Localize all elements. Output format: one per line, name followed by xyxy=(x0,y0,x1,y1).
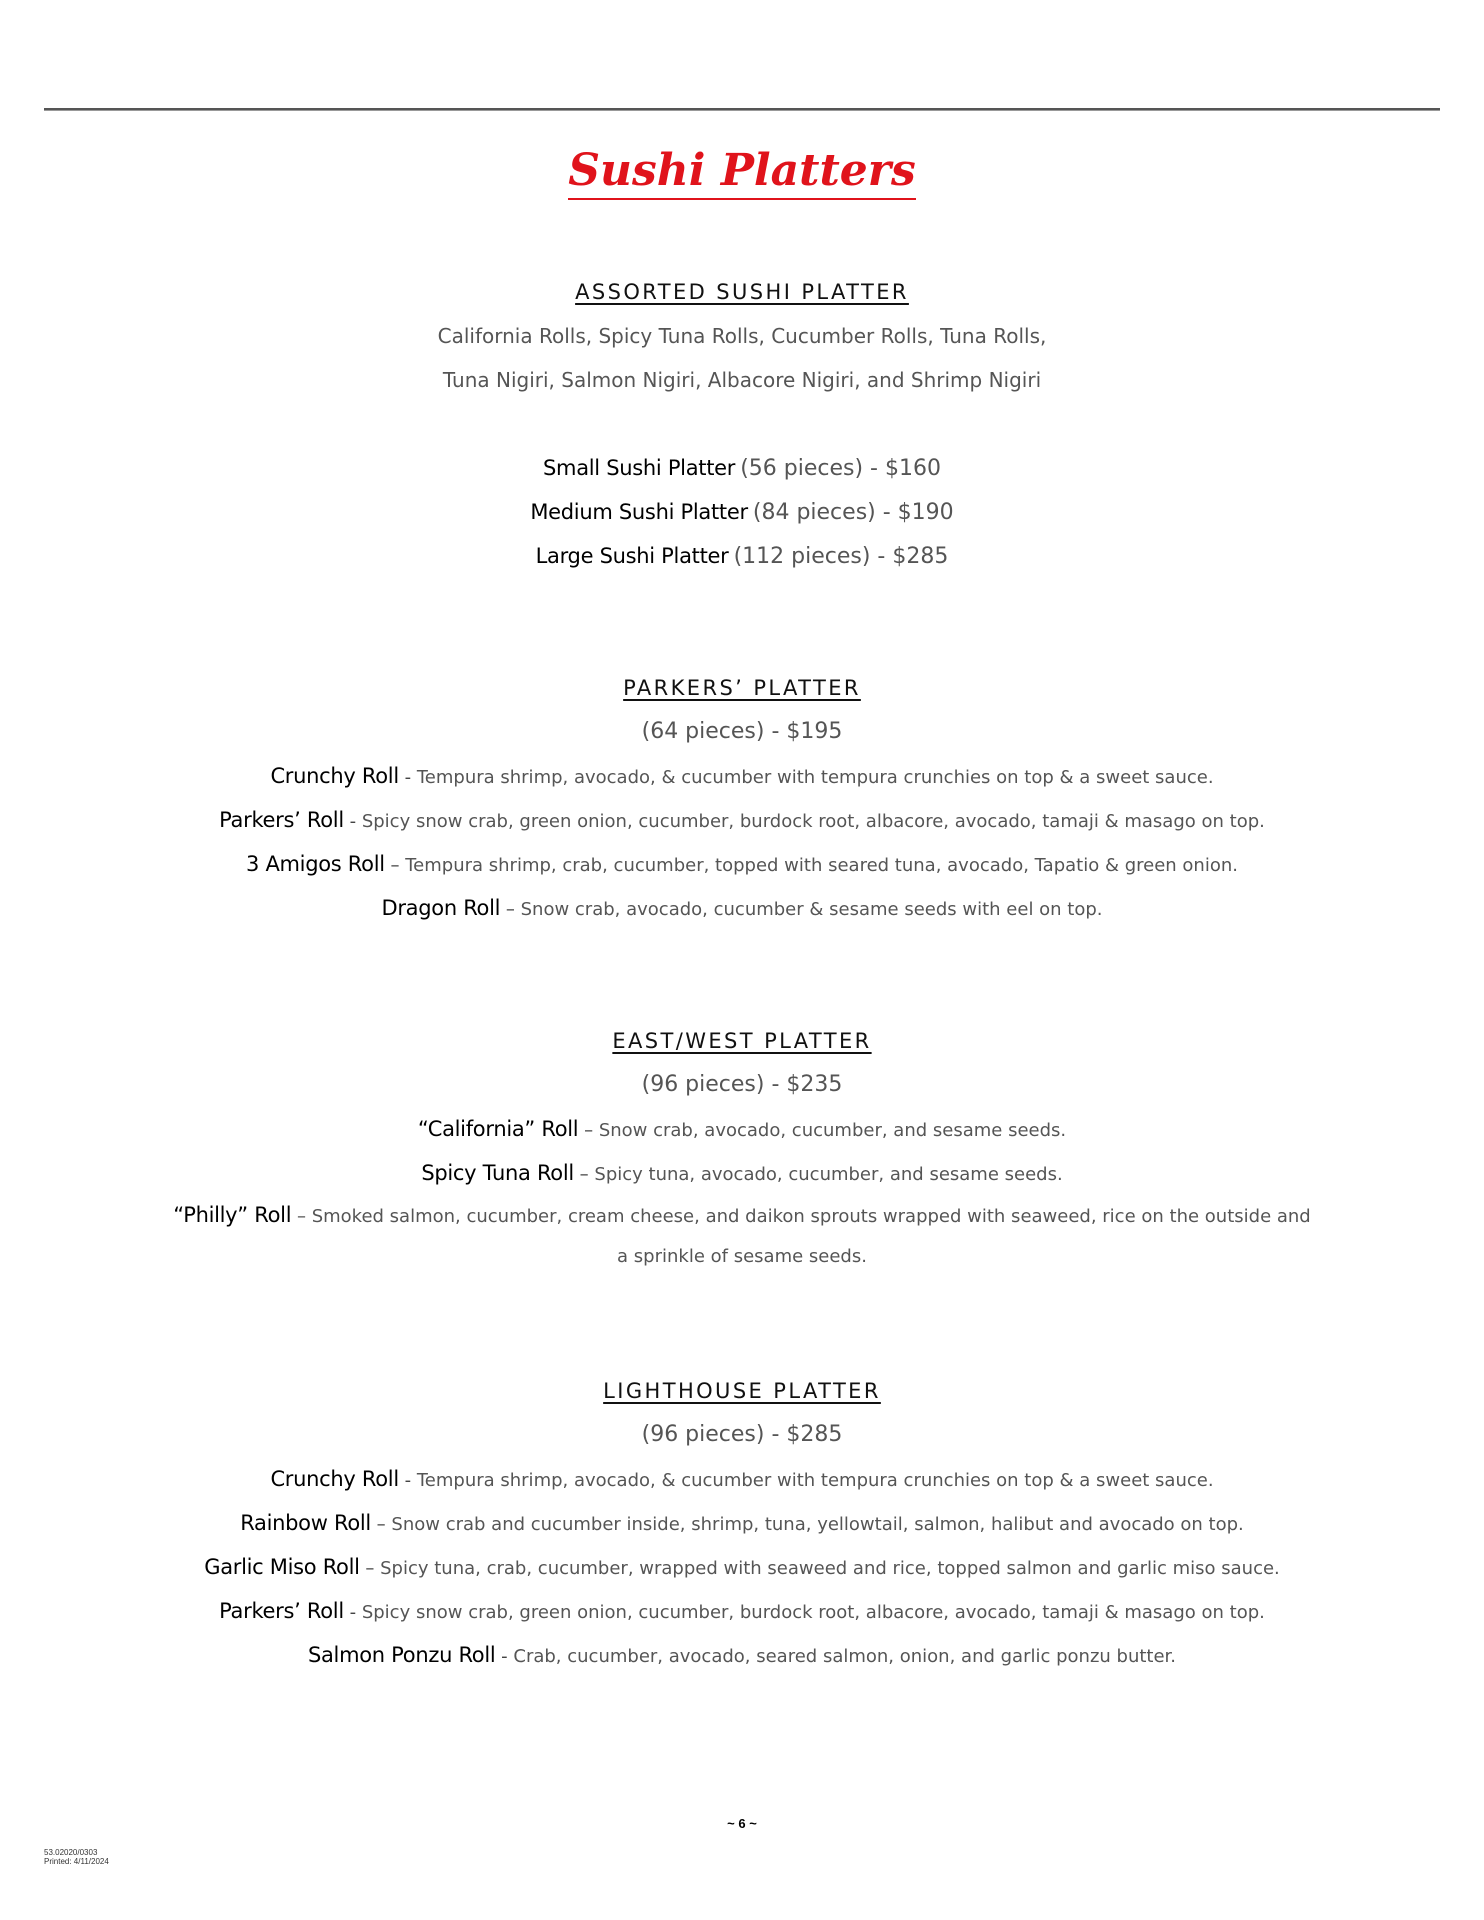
document-code: 53.02020/0303 xyxy=(44,1848,98,1857)
roll-item xyxy=(0,1457,1484,1501)
section-heading: PARKERS’ PLATTER xyxy=(623,676,861,700)
roll-name: Parkers’ Roll xyxy=(219,1599,344,1623)
roll-item xyxy=(0,1107,1484,1151)
roll-description: Spicy snow crab, green onion, cucumber, burdock root, albacore, avocado, tamaji & masago on top. xyxy=(361,811,1265,832)
roll-name: Dragon Roll xyxy=(381,896,501,920)
platter-size-price: (56 pieces) - $160 xyxy=(740,456,941,481)
page-title-text: Sushi Platters xyxy=(568,145,915,200)
roll-description: Snow crab, avocado, cucumber, and sesame seeds. xyxy=(598,1120,1067,1141)
roll-item xyxy=(0,1501,1484,1545)
platter-size-name: Small Sushi Platter xyxy=(543,456,736,480)
roll-item xyxy=(0,842,1484,886)
page-number: ~ 6 ~ xyxy=(727,1816,757,1831)
top-divider xyxy=(44,108,1440,111)
platter-size-item xyxy=(0,534,1484,578)
roll-separator: – xyxy=(370,1514,392,1535)
platter-pieces-price: (64 pieces) - $195 xyxy=(641,719,843,744)
section-lighthouse-platter xyxy=(0,1375,1484,1677)
roll-description: Spicy tuna, avocado, cucumber, and sesame seeds. xyxy=(594,1164,1063,1185)
roll-separator: – xyxy=(359,1558,381,1579)
roll-description: Tempura shrimp, crab, cucumber, topped with seared tuna, avocado, Tapatio & green onion. xyxy=(405,855,1238,876)
roll-separator: – xyxy=(573,1164,595,1185)
section-heading: LIGHTHOUSE PLATTER xyxy=(603,1379,881,1403)
page-title xyxy=(0,145,1484,196)
platter-size-name: Medium Sushi Platter xyxy=(530,500,748,524)
platter-pieces-price: (96 pieces) - $285 xyxy=(641,1422,843,1447)
roll-name: Crunchy Roll xyxy=(270,764,399,788)
roll-description: Snow crab and cucumber inside, shrimp, tuna, yellowtail, salmon, halibut and avocado on top. xyxy=(391,1514,1244,1535)
platter-size-price: (84 pieces) - $190 xyxy=(752,500,954,525)
roll-description: Smoked salmon, cucumber, cream cheese, and daikon sprouts wrapped with seaweed, rice on the outside and a sprinkle of sesame seeds. xyxy=(311,1206,1311,1267)
roll-separator: – xyxy=(291,1206,312,1227)
roll-name: Salmon Ponzu Roll xyxy=(307,1643,496,1667)
roll-separator: - xyxy=(343,811,362,832)
roll-separator: - xyxy=(398,767,417,788)
roll-separator: - xyxy=(343,1602,362,1623)
roll-item xyxy=(0,1633,1484,1677)
roll-name: Spicy Tuna Roll xyxy=(421,1161,574,1185)
section-heading: ASSORTED SUSHI PLATTER xyxy=(575,280,909,304)
section-east-west-platter xyxy=(0,1025,1484,1277)
platter-size-item xyxy=(0,490,1484,534)
platter-description-line: Tuna Nigiri, Salmon Nigiri, Albacore Nigiri, and Shrimp Nigiri xyxy=(442,368,1042,392)
roll-description: Tempura shrimp, avocado, & cucumber with tempura crunchies on top & a sweet sauce. xyxy=(416,1470,1214,1491)
roll-separator: – xyxy=(384,855,406,876)
roll-name: Crunchy Roll xyxy=(270,1467,399,1491)
roll-description: Crab, cucumber, avocado, seared salmon, onion, and garlic ponzu butter. xyxy=(513,1646,1177,1667)
roll-separator: - xyxy=(398,1470,417,1491)
roll-item xyxy=(0,1589,1484,1633)
roll-name: Parkers’ Roll xyxy=(219,808,344,832)
roll-separator: – xyxy=(500,899,521,920)
roll-item xyxy=(0,886,1484,930)
roll-item xyxy=(0,754,1484,798)
roll-description: Spicy tuna, crab, cucumber, wrapped with seaweed and rice, topped salmon and garlic miso sauce. xyxy=(380,1558,1280,1579)
section-heading: EAST/WEST PLATTER xyxy=(612,1029,872,1053)
roll-separator: - xyxy=(495,1646,514,1667)
platter-pieces-price: (96 pieces) - $235 xyxy=(641,1072,843,1097)
roll-description: Spicy snow crab, green onion, cucumber, burdock root, albacore, avocado, tamaji & masago on top. xyxy=(361,1602,1265,1623)
roll-separator: – xyxy=(578,1120,599,1141)
platter-description-line: California Rolls, Spicy Tuna Rolls, Cucumber Rolls, Tuna Rolls, xyxy=(437,324,1047,348)
roll-item xyxy=(0,798,1484,842)
roll-name: “Philly” Roll xyxy=(173,1203,292,1227)
roll-item xyxy=(0,1151,1484,1195)
roll-description: Snow crab, avocado, cucumber & sesame seeds with eel on top. xyxy=(520,899,1103,920)
roll-name: Rainbow Roll xyxy=(240,1511,371,1535)
roll-item xyxy=(0,1545,1484,1589)
roll-item-philly xyxy=(167,1195,1317,1277)
platter-size-item xyxy=(0,446,1484,490)
platter-size-name: Large Sushi Platter xyxy=(535,544,729,568)
section-assorted-sushi-platter xyxy=(0,276,1484,578)
roll-name: Garlic Miso Roll xyxy=(204,1555,360,1579)
platter-size-price: (112 pieces) - $285 xyxy=(733,544,949,569)
roll-name: 3 Amigos Roll xyxy=(246,852,385,876)
section-parkers-platter xyxy=(0,672,1484,930)
roll-name: “California” Roll xyxy=(417,1117,579,1141)
roll-description: Tempura shrimp, avocado, & cucumber with tempura crunchies on top & a sweet sauce. xyxy=(416,767,1214,788)
printed-date: Printed: 4/11/2024 xyxy=(44,1857,109,1866)
print-metadata xyxy=(44,1848,109,1866)
